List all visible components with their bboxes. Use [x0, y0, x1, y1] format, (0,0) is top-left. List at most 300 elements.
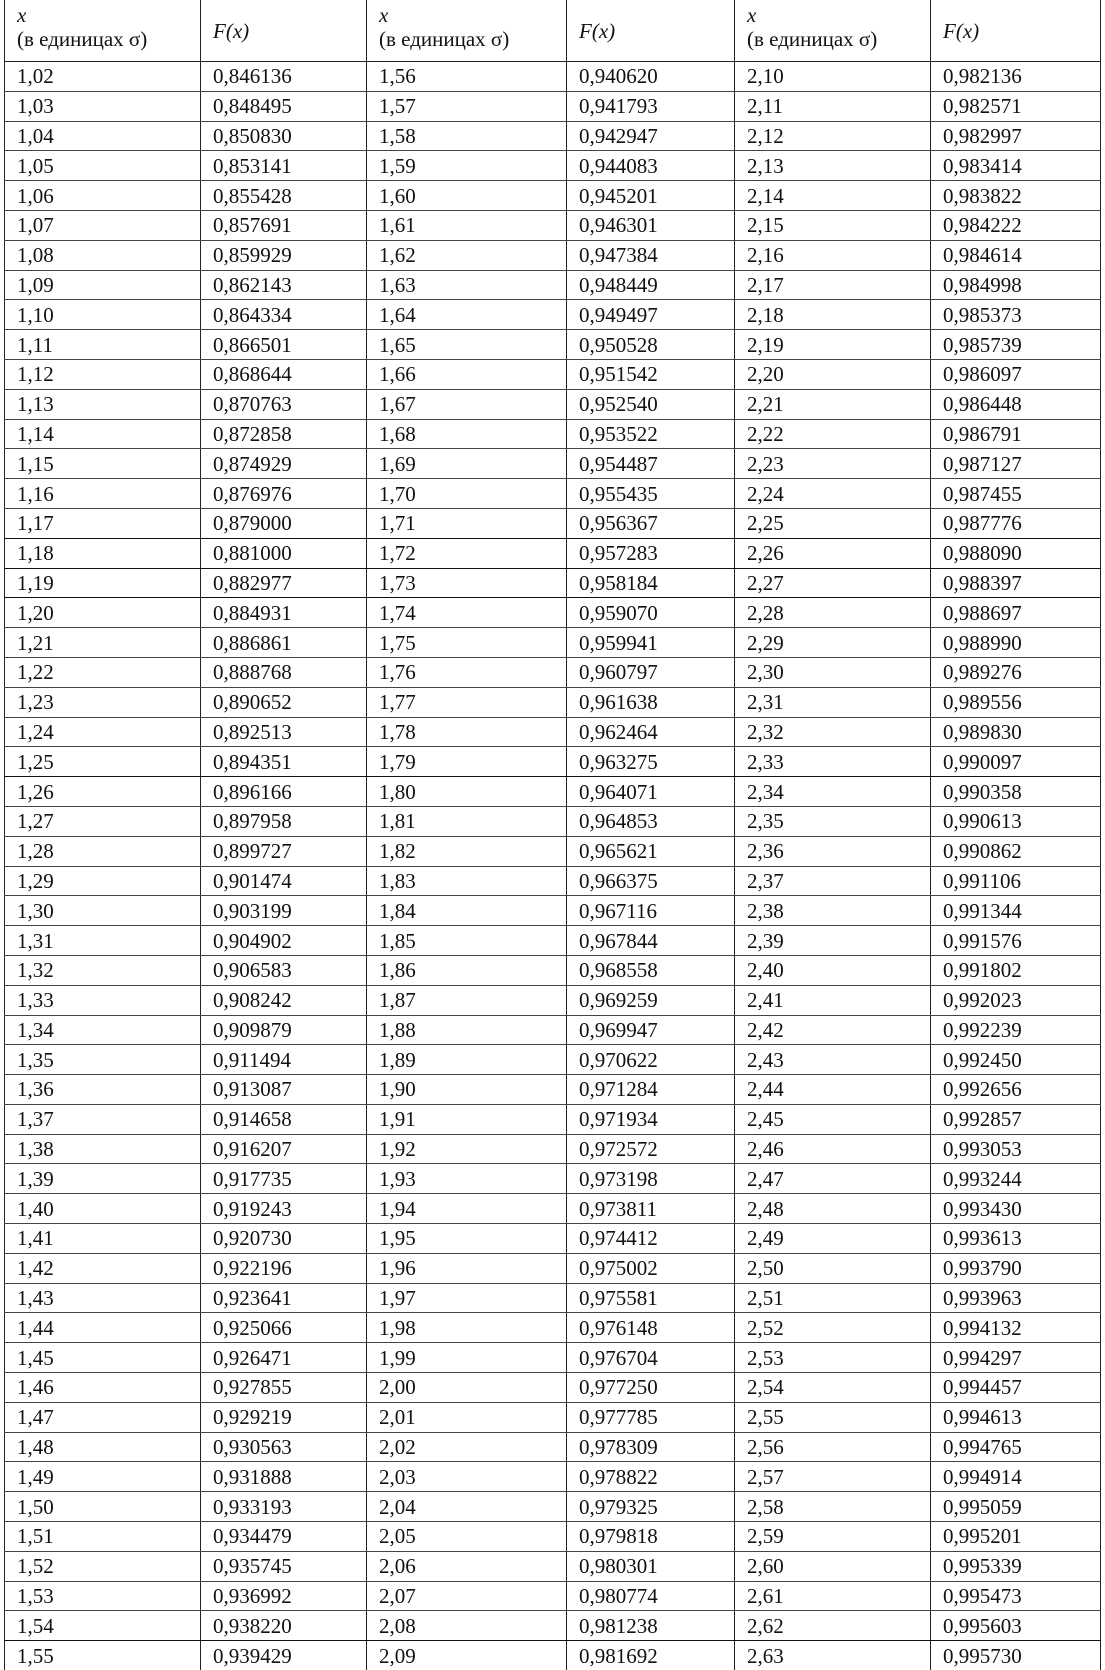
- x-value-cell: 2,04: [367, 1492, 567, 1522]
- fx-value-cell: 0,988397: [931, 568, 1101, 598]
- x-value-cell: 1,79: [367, 747, 567, 777]
- x-value-cell: 1,58: [367, 121, 567, 151]
- x-value-cell: 2,49: [735, 1224, 931, 1254]
- x-value-cell: 2,17: [735, 270, 931, 300]
- fx-value-cell: 0,919243: [201, 1194, 367, 1224]
- fx-value-cell: 0,960797: [567, 657, 735, 687]
- x-value-cell: 2,06: [367, 1551, 567, 1581]
- x-value-cell: 2,55: [735, 1402, 931, 1432]
- fx-value-cell: 0,935745: [201, 1551, 367, 1581]
- x-value-cell: 1,22: [5, 657, 201, 687]
- fx-value-cell: 0,966375: [567, 866, 735, 896]
- x-value-cell: 2,16: [735, 240, 931, 270]
- fx-value-cell: 0,993963: [931, 1283, 1101, 1313]
- fx-value-cell: 0,870763: [201, 389, 367, 419]
- fx-value-cell: 0,925066: [201, 1313, 367, 1343]
- fx-value-cell: 0,876976: [201, 479, 367, 509]
- x-value-cell: 1,49: [5, 1462, 201, 1492]
- fx-value-cell: 0,985739: [931, 330, 1101, 360]
- fx-value-cell: 0,872858: [201, 419, 367, 449]
- fx-value-cell: 0,987776: [931, 508, 1101, 538]
- x-value-cell: 1,83: [367, 866, 567, 896]
- fx-value-cell: 0,994297: [931, 1343, 1101, 1373]
- fx-value-cell: 0,930563: [201, 1432, 367, 1462]
- x-unit-label: (в единицах σ): [17, 27, 147, 51]
- fx-value-cell: 0,901474: [201, 866, 367, 896]
- x-value-cell: 1,77: [367, 687, 567, 717]
- fx-value-cell: 0,978822: [567, 1462, 735, 1492]
- x-value-cell: 1,80: [367, 777, 567, 807]
- fx-value-cell: 0,973811: [567, 1194, 735, 1224]
- table-row: [5, 1581, 1101, 1611]
- normal-distribution-table-container: [4, 0, 1100, 1670]
- fx-value-cell: 0,982136: [931, 62, 1101, 92]
- x-value-cell: 2,20: [735, 359, 931, 389]
- table-row: [5, 896, 1101, 926]
- fx-value-cell: 0,894351: [201, 747, 367, 777]
- x-value-cell: 2,32: [735, 717, 931, 747]
- fx-value-cell: 0,855428: [201, 181, 367, 211]
- fx-value-cell: 0,884931: [201, 598, 367, 628]
- fx-value-cell: 0,969947: [567, 1015, 735, 1045]
- x-value-cell: 1,12: [5, 359, 201, 389]
- x-value-cell: 1,56: [367, 62, 567, 92]
- table-row: [5, 449, 1101, 479]
- fx-value-cell: 0,904902: [201, 926, 367, 956]
- x-value-cell: 1,66: [367, 359, 567, 389]
- fx-value-cell: 0,951542: [567, 359, 735, 389]
- x-value-cell: 2,23: [735, 449, 931, 479]
- fx-value-cell: 0,906583: [201, 955, 367, 985]
- fx-value-cell: 0,916207: [201, 1134, 367, 1164]
- fx-value-cell: 0,962464: [567, 717, 735, 747]
- x-variable-label: x: [747, 3, 930, 27]
- x-value-cell: 1,19: [5, 568, 201, 598]
- fx-value-cell: 0,975002: [567, 1253, 735, 1283]
- x-value-cell: 2,51: [735, 1283, 931, 1313]
- x-value-cell: 2,18: [735, 300, 931, 330]
- x-value-cell: 1,34: [5, 1015, 201, 1045]
- fx-value-cell: 0,857691: [201, 210, 367, 240]
- x-value-cell: 2,12: [735, 121, 931, 151]
- fx-value-cell: 0,969259: [567, 985, 735, 1015]
- table-row: [5, 628, 1101, 658]
- fx-value-cell: 0,941793: [567, 91, 735, 121]
- fx-value-cell: 0,936992: [201, 1581, 367, 1611]
- fx-value-cell: 0,984222: [931, 210, 1101, 240]
- x-value-cell: 1,38: [5, 1134, 201, 1164]
- x-value-cell: 1,92: [367, 1134, 567, 1164]
- x-value-cell: 1,81: [367, 806, 567, 836]
- table-row: [5, 210, 1101, 240]
- fx-value-cell: 0,983822: [931, 181, 1101, 211]
- table-row: [5, 1164, 1101, 1194]
- x-value-cell: 2,40: [735, 955, 931, 985]
- table-row: [5, 1432, 1101, 1462]
- table-row: [5, 1104, 1101, 1134]
- fx-value-cell: 0,922196: [201, 1253, 367, 1283]
- fx-value-cell: 0,913087: [201, 1075, 367, 1105]
- fx-value-cell: 0,874929: [201, 449, 367, 479]
- table-row: [5, 1194, 1101, 1224]
- x-value-cell: 2,53: [735, 1343, 931, 1373]
- x-value-cell: 1,07: [5, 210, 201, 240]
- fx-value-cell: 0,992656: [931, 1075, 1101, 1105]
- x-value-cell: 1,05: [5, 151, 201, 181]
- x-value-cell: 1,29: [5, 866, 201, 896]
- fx-value-cell: 0,988697: [931, 598, 1101, 628]
- fx-value-cell: 0,868644: [201, 359, 367, 389]
- table-row: [5, 538, 1101, 568]
- fx-value-cell: 0,967844: [567, 926, 735, 956]
- x-value-cell: 1,04: [5, 121, 201, 151]
- x-value-cell: 1,84: [367, 896, 567, 926]
- x-value-cell: 1,23: [5, 687, 201, 717]
- x-value-cell: 2,31: [735, 687, 931, 717]
- x-value-cell: 1,57: [367, 91, 567, 121]
- table-row: [5, 806, 1101, 836]
- x-value-cell: 2,22: [735, 419, 931, 449]
- fx-value-cell: 0,994457: [931, 1373, 1101, 1403]
- table-row: [5, 1611, 1101, 1641]
- fx-value-cell: 0,903199: [201, 896, 367, 926]
- x-value-cell: 2,45: [735, 1104, 931, 1134]
- table-row: [5, 1045, 1101, 1075]
- x-column-header: [367, 0, 567, 62]
- table-row: [5, 479, 1101, 509]
- x-value-cell: 1,28: [5, 836, 201, 866]
- table-row: [5, 866, 1101, 896]
- x-value-cell: 2,10: [735, 62, 931, 92]
- fx-value-cell: 0,949497: [567, 300, 735, 330]
- fx-value-cell: 0,934479: [201, 1522, 367, 1552]
- x-value-cell: 1,47: [5, 1402, 201, 1432]
- x-value-cell: 2,41: [735, 985, 931, 1015]
- x-value-cell: 1,15: [5, 449, 201, 479]
- fx-value-cell: 0,940620: [567, 62, 735, 92]
- x-value-cell: 1,27: [5, 806, 201, 836]
- table-row: [5, 1641, 1101, 1670]
- fx-value-cell: 0,955435: [567, 479, 735, 509]
- x-value-cell: 1,06: [5, 181, 201, 211]
- x-value-cell: 1,82: [367, 836, 567, 866]
- fx-value-cell: 0,993053: [931, 1134, 1101, 1164]
- fx-value-cell: 0,989830: [931, 717, 1101, 747]
- fx-value-cell: 0,992857: [931, 1104, 1101, 1134]
- fx-value-cell: 0,950528: [567, 330, 735, 360]
- fx-value-cell: 0,945201: [567, 181, 735, 211]
- x-unit-label: (в единицах σ): [747, 27, 877, 51]
- x-value-cell: 1,60: [367, 181, 567, 211]
- x-value-cell: 1,86: [367, 955, 567, 985]
- fx-value-cell: 0,974412: [567, 1224, 735, 1254]
- fx-value-cell: 0,892513: [201, 717, 367, 747]
- x-value-cell: 2,33: [735, 747, 931, 777]
- fx-value-cell: 0,972572: [567, 1134, 735, 1164]
- x-value-cell: 2,25: [735, 508, 931, 538]
- table-row: [5, 240, 1101, 270]
- table-row: [5, 181, 1101, 211]
- fx-value-cell: 0,864334: [201, 300, 367, 330]
- x-value-cell: 1,78: [367, 717, 567, 747]
- x-value-cell: 2,37: [735, 866, 931, 896]
- x-value-cell: 1,33: [5, 985, 201, 1015]
- fx-value-cell: 0,988090: [931, 538, 1101, 568]
- fx-value-cell: 0,953522: [567, 419, 735, 449]
- x-value-cell: 1,43: [5, 1283, 201, 1313]
- fx-value-cell: 0,926471: [201, 1343, 367, 1373]
- x-value-cell: 2,48: [735, 1194, 931, 1224]
- fx-value-cell: 0,899727: [201, 836, 367, 866]
- fx-value-cell: 0,896166: [201, 777, 367, 807]
- fx-value-cell: 0,970622: [567, 1045, 735, 1075]
- x-value-cell: 1,74: [367, 598, 567, 628]
- x-value-cell: 2,59: [735, 1522, 931, 1552]
- x-value-cell: 1,45: [5, 1343, 201, 1373]
- x-value-cell: 2,29: [735, 628, 931, 658]
- x-value-cell: 1,70: [367, 479, 567, 509]
- fx-value-cell: 0,961638: [567, 687, 735, 717]
- table-row: [5, 1492, 1101, 1522]
- x-value-cell: 1,55: [5, 1641, 201, 1670]
- fx-value-cell: 0,888768: [201, 657, 367, 687]
- table-row: [5, 1253, 1101, 1283]
- table-row: [5, 985, 1101, 1015]
- fx-value-cell: 0,976704: [567, 1343, 735, 1373]
- x-value-cell: 2,03: [367, 1462, 567, 1492]
- fx-value-cell: 0,977250: [567, 1373, 735, 1403]
- x-value-cell: 2,39: [735, 926, 931, 956]
- table-body: [5, 62, 1101, 1670]
- normal-distribution-table: [4, 0, 1101, 1670]
- x-value-cell: 2,56: [735, 1432, 931, 1462]
- fx-value-cell: 0,995339: [931, 1551, 1101, 1581]
- fx-value-cell: 0,967116: [567, 896, 735, 926]
- fx-value-cell: 0,886861: [201, 628, 367, 658]
- fx-value-cell: 0,979818: [567, 1522, 735, 1552]
- fx-value-cell: 0,971934: [567, 1104, 735, 1134]
- fx-value-cell: 0,963275: [567, 747, 735, 777]
- fx-value-cell: 0,980301: [567, 1551, 735, 1581]
- x-value-cell: 1,95: [367, 1224, 567, 1254]
- x-value-cell: 2,11: [735, 91, 931, 121]
- x-value-cell: 1,73: [367, 568, 567, 598]
- table-row: [5, 419, 1101, 449]
- header-row: [5, 0, 1101, 62]
- x-value-cell: 1,61: [367, 210, 567, 240]
- table-row: [5, 1551, 1101, 1581]
- fx-value-cell: 0,908242: [201, 985, 367, 1015]
- fx-value-cell: 0,989276: [931, 657, 1101, 687]
- x-value-cell: 1,32: [5, 955, 201, 985]
- fx-value-cell: 0,879000: [201, 508, 367, 538]
- fx-value-cell: 0,990862: [931, 836, 1101, 866]
- x-value-cell: 1,16: [5, 479, 201, 509]
- x-value-cell: 1,88: [367, 1015, 567, 1045]
- fx-value-cell: 0,954487: [567, 449, 735, 479]
- x-value-cell: 2,34: [735, 777, 931, 807]
- x-value-cell: 2,46: [735, 1134, 931, 1164]
- x-value-cell: 2,38: [735, 896, 931, 926]
- fx-value-cell: 0,987127: [931, 449, 1101, 479]
- fx-value-cell: 0,980774: [567, 1581, 735, 1611]
- x-unit-label: (в единицах σ): [379, 27, 509, 51]
- x-value-cell: 2,21: [735, 389, 931, 419]
- table-row: [5, 62, 1101, 92]
- table-row: [5, 270, 1101, 300]
- x-value-cell: 1,50: [5, 1492, 201, 1522]
- fx-value-cell: 0,992023: [931, 985, 1101, 1015]
- table-row: [5, 717, 1101, 747]
- x-value-cell: 1,63: [367, 270, 567, 300]
- fx-value-cell: 0,984614: [931, 240, 1101, 270]
- table-row: [5, 1224, 1101, 1254]
- fx-value-cell: 0,982997: [931, 121, 1101, 151]
- fx-value-cell: 0,990613: [931, 806, 1101, 836]
- fx-value-cell: 0,973198: [567, 1164, 735, 1194]
- fx-value-cell: 0,989556: [931, 687, 1101, 717]
- table-row: [5, 687, 1101, 717]
- fx-value-cell: 0,991576: [931, 926, 1101, 956]
- x-value-cell: 1,13: [5, 389, 201, 419]
- table-row: [5, 330, 1101, 360]
- x-column-header: [5, 0, 201, 62]
- x-value-cell: 1,17: [5, 508, 201, 538]
- x-value-cell: 1,35: [5, 1045, 201, 1075]
- fx-value-cell: 0,959941: [567, 628, 735, 658]
- table-row: [5, 508, 1101, 538]
- table-row: [5, 1313, 1101, 1343]
- table-row: [5, 1134, 1101, 1164]
- x-value-cell: 1,53: [5, 1581, 201, 1611]
- x-value-cell: 1,20: [5, 598, 201, 628]
- x-value-cell: 1,99: [367, 1343, 567, 1373]
- x-value-cell: 1,71: [367, 508, 567, 538]
- x-value-cell: 1,36: [5, 1075, 201, 1105]
- fx-value-cell: 0,981238: [567, 1611, 735, 1641]
- x-value-cell: 2,30: [735, 657, 931, 687]
- table-row: [5, 1283, 1101, 1313]
- table-row: [5, 568, 1101, 598]
- fx-value-cell: 0,982571: [931, 91, 1101, 121]
- x-value-cell: 1,94: [367, 1194, 567, 1224]
- x-variable-label: x: [379, 3, 566, 27]
- x-value-cell: 1,90: [367, 1075, 567, 1105]
- fx-value-cell: 0,927855: [201, 1373, 367, 1403]
- fx-value-cell: 0,946301: [567, 210, 735, 240]
- fx-value-cell: 0,882977: [201, 568, 367, 598]
- x-value-cell: 1,09: [5, 270, 201, 300]
- x-value-cell: 1,37: [5, 1104, 201, 1134]
- fx-value-cell: 0,931888: [201, 1462, 367, 1492]
- x-value-cell: 2,13: [735, 151, 931, 181]
- fx-value-cell: 0,964853: [567, 806, 735, 836]
- fx-value-cell: 0,993790: [931, 1253, 1101, 1283]
- fx-value-cell: 0,984998: [931, 270, 1101, 300]
- fx-value-cell: 0,964071: [567, 777, 735, 807]
- x-variable-label: x: [17, 3, 200, 27]
- x-value-cell: 1,30: [5, 896, 201, 926]
- x-value-cell: 1,24: [5, 717, 201, 747]
- x-value-cell: 1,75: [367, 628, 567, 658]
- x-value-cell: 1,98: [367, 1313, 567, 1343]
- fx-value-cell: 0,990358: [931, 777, 1101, 807]
- x-value-cell: 2,60: [735, 1551, 931, 1581]
- x-value-cell: 1,91: [367, 1104, 567, 1134]
- x-value-cell: 1,14: [5, 419, 201, 449]
- fx-value-cell: 0,992239: [931, 1015, 1101, 1045]
- x-value-cell: 1,44: [5, 1313, 201, 1343]
- fx-value-cell: 0,957283: [567, 538, 735, 568]
- x-value-cell: 1,59: [367, 151, 567, 181]
- x-value-cell: 2,05: [367, 1522, 567, 1552]
- x-value-cell: 2,15: [735, 210, 931, 240]
- fx-value-cell: 0,917735: [201, 1164, 367, 1194]
- x-value-cell: 1,89: [367, 1045, 567, 1075]
- fx-value-cell: 0,977785: [567, 1402, 735, 1432]
- x-value-cell: 2,07: [367, 1581, 567, 1611]
- table-row: [5, 1373, 1101, 1403]
- x-value-cell: 1,87: [367, 985, 567, 1015]
- fx-value-cell: 0,991106: [931, 866, 1101, 896]
- x-value-cell: 2,50: [735, 1253, 931, 1283]
- x-value-cell: 2,02: [367, 1432, 567, 1462]
- x-value-cell: 2,36: [735, 836, 931, 866]
- x-value-cell: 1,52: [5, 1551, 201, 1581]
- fx-column-header: F(x): [201, 0, 367, 62]
- x-value-cell: 1,51: [5, 1522, 201, 1552]
- fx-value-cell: 0,968558: [567, 955, 735, 985]
- fx-value-cell: 0,986097: [931, 359, 1101, 389]
- x-value-cell: 1,62: [367, 240, 567, 270]
- x-value-cell: 1,21: [5, 628, 201, 658]
- x-value-cell: 1,11: [5, 330, 201, 360]
- x-value-cell: 1,69: [367, 449, 567, 479]
- fx-value-cell: 0,920730: [201, 1224, 367, 1254]
- fx-value-cell: 0,986448: [931, 389, 1101, 419]
- table-row: [5, 389, 1101, 419]
- x-value-cell: 2,63: [735, 1641, 931, 1670]
- table-row: [5, 1522, 1101, 1552]
- fx-value-cell: 0,991802: [931, 955, 1101, 985]
- x-value-cell: 2,42: [735, 1015, 931, 1045]
- x-value-cell: 1,42: [5, 1253, 201, 1283]
- x-value-cell: 2,44: [735, 1075, 931, 1105]
- fx-value-cell: 0,994914: [931, 1462, 1101, 1492]
- x-value-cell: 2,08: [367, 1611, 567, 1641]
- fx-value-cell: 0,952540: [567, 389, 735, 419]
- fx-value-cell: 0,981692: [567, 1641, 735, 1670]
- x-value-cell: 1,54: [5, 1611, 201, 1641]
- fx-value-cell: 0,971284: [567, 1075, 735, 1105]
- fx-value-cell: 0,986791: [931, 419, 1101, 449]
- fx-value-cell: 0,993244: [931, 1164, 1101, 1194]
- x-value-cell: 2,47: [735, 1164, 931, 1194]
- fx-value-cell: 0,959070: [567, 598, 735, 628]
- fx-value-cell: 0,995730: [931, 1641, 1101, 1670]
- x-value-cell: 2,19: [735, 330, 931, 360]
- fx-value-cell: 0,976148: [567, 1313, 735, 1343]
- fx-column-header: F(x): [567, 0, 735, 62]
- fx-value-cell: 0,942947: [567, 121, 735, 151]
- fx-value-cell: 0,914658: [201, 1104, 367, 1134]
- x-value-cell: 1,67: [367, 389, 567, 419]
- x-value-cell: 1,93: [367, 1164, 567, 1194]
- fx-value-cell: 0,947384: [567, 240, 735, 270]
- table-row: [5, 747, 1101, 777]
- fx-value-cell: 0,995473: [931, 1581, 1101, 1611]
- fx-value-cell: 0,990097: [931, 747, 1101, 777]
